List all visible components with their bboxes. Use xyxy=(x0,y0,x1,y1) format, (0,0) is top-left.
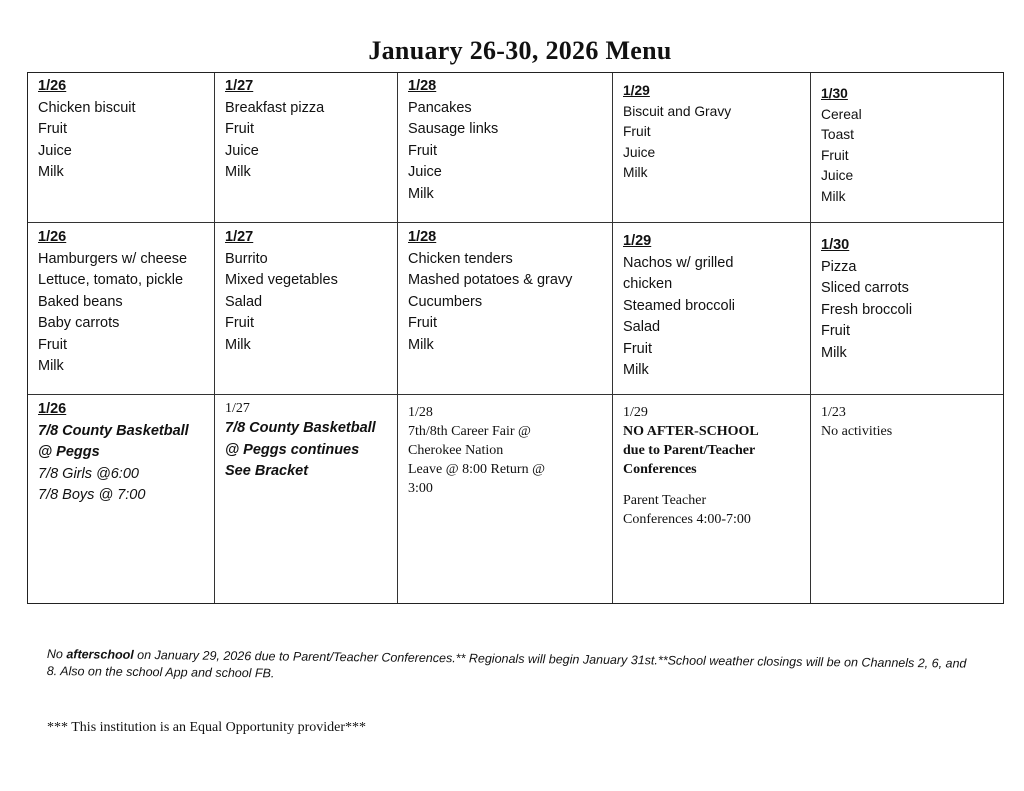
menu-item: Milk xyxy=(225,336,251,353)
page-title: January 26-30, 2026 Menu xyxy=(368,36,672,65)
menu-item: Fresh broccoli xyxy=(821,301,913,318)
lunch-cell-1-30 xyxy=(811,223,1003,395)
menu-item: Fruit xyxy=(821,323,850,339)
menu-item: Salad xyxy=(623,319,661,335)
breakfast-cell-1-27 xyxy=(215,73,398,223)
activity-line: Conferences 4:00-7:00 xyxy=(623,512,751,527)
footer-prefix: No xyxy=(46,646,67,662)
menu-item: Baby carrots xyxy=(38,315,120,331)
menu-item: Chicken tenders xyxy=(408,250,513,267)
activity-line: 7/8 Girls @6:00 xyxy=(38,465,139,482)
activities-cell-1-26 xyxy=(28,395,215,603)
menu-item: Burrito xyxy=(225,250,268,267)
menu-item: Cereal xyxy=(821,106,862,122)
cell-date: 1/26 xyxy=(38,401,67,417)
menu-item: Fruit xyxy=(821,147,849,163)
menu-item: Milk xyxy=(623,165,648,180)
menu-item: Milk xyxy=(821,344,847,361)
menu-item: Baked beans xyxy=(38,293,123,310)
cell-date: 1/28 xyxy=(408,78,437,94)
equal-opportunity-statement: *** This institution is an Equal Opportunity provider*** xyxy=(47,720,366,735)
activity-line: Conferences xyxy=(623,462,697,477)
lunch-cell-1-26 xyxy=(28,223,215,395)
activity-line: Cherokee Nation xyxy=(408,443,504,458)
menu-item: Sausage links xyxy=(408,121,499,137)
menu-item: Milk xyxy=(225,164,251,180)
activity-line: NO AFTER-SCHOOL xyxy=(623,424,759,439)
menu-item: Juice xyxy=(821,168,854,183)
menu-item: Nachos w/ grilled xyxy=(623,254,734,271)
cell-date: 1/27 xyxy=(225,229,254,245)
breakfast-cell-1-26 xyxy=(28,73,215,223)
menu-item: Biscuit and Gravy xyxy=(623,103,732,119)
breakfast-cell-1-30 xyxy=(811,73,1003,223)
menu-item: Juice xyxy=(408,164,442,180)
menu-item: Hamburgers w/ cheese xyxy=(38,250,188,267)
menu-item: Milk xyxy=(38,358,64,374)
menu-item: Mixed vegetables xyxy=(225,272,338,288)
cell-date: 1/29 xyxy=(623,233,652,249)
menu-item: Pancakes xyxy=(408,99,472,116)
cell-date: 1/28 xyxy=(408,229,437,245)
activity-line: See Bracket xyxy=(225,463,309,479)
menu-item: Milk xyxy=(408,336,434,353)
menu-item: Pizza xyxy=(821,258,857,275)
activity-line: 7/8 County Basketball xyxy=(225,420,376,436)
menu-item: chicken xyxy=(623,276,673,292)
menu-item: Cucumbers xyxy=(408,293,483,310)
menu-item: Breakfast pizza xyxy=(225,99,325,116)
breakfast-cell-1-28 xyxy=(398,73,613,223)
menu-item: Mashed potatoes & gravy xyxy=(408,272,573,288)
activity-line: @ Peggs xyxy=(38,444,100,460)
menu-item: Lettuce, tomato, pickle xyxy=(38,272,184,288)
cell-date: 1/29 xyxy=(623,83,650,98)
activity-line: 3:00 xyxy=(408,481,433,496)
lunch-cell-1-27 xyxy=(215,223,398,395)
activity-line: @ Peggs continues xyxy=(225,441,360,458)
menu-item: Fruit xyxy=(38,121,67,137)
breakfast-cell-1-29 xyxy=(613,73,811,223)
activities-cell-1-30 xyxy=(811,395,1003,603)
spacer xyxy=(623,479,802,491)
menu-item: Fruit xyxy=(225,315,254,331)
menu-grid xyxy=(27,72,1004,604)
menu-item: Sliced carrots xyxy=(821,280,909,296)
menu-item: Milk xyxy=(38,164,64,180)
menu-item: Fruit xyxy=(38,336,67,353)
cell-date: 1/23 xyxy=(821,405,846,420)
menu-item: Fruit xyxy=(408,142,437,159)
cell-date: 1/26 xyxy=(38,78,67,94)
footer-note xyxy=(47,646,977,690)
cell-date: 1/28 xyxy=(408,405,433,420)
cell-date: 1/26 xyxy=(38,229,67,245)
menu-item: Milk xyxy=(821,188,846,204)
footer-text: on January 29, 2026 due to Parent/Teacher Conferences.** Regionals will begin January 31st.**School weather closings will be on Channels 2, 6, and 8. Also on the school App and school FB. xyxy=(46,647,967,681)
activities-cell-1-27 xyxy=(215,395,398,603)
menu-item: Salad xyxy=(225,293,263,310)
menu-item: Juice xyxy=(38,142,72,159)
activity-line: Leave @ 8:00 Return @ xyxy=(408,462,545,477)
footer-bold-word: afterschool xyxy=(66,647,134,662)
menu-item: Juice xyxy=(225,142,259,159)
cell-date: 1/29 xyxy=(623,405,648,420)
menu-item: Milk xyxy=(408,185,434,202)
activity-line: 7/8 County Basketball xyxy=(38,422,189,439)
cell-date: 1/27 xyxy=(225,78,254,94)
menu-item: Juice xyxy=(623,144,656,160)
menu-item: Milk xyxy=(623,362,649,378)
lunch-cell-1-28 xyxy=(398,223,613,395)
activity-line: No activities xyxy=(821,424,893,439)
menu-item: Toast xyxy=(821,127,854,142)
menu-item: Steamed broccoli xyxy=(623,297,736,314)
menu-item: Fruit xyxy=(623,124,651,139)
menu-item: Fruit xyxy=(225,121,254,137)
lunch-cell-1-29 xyxy=(613,223,811,395)
cell-date: 1/30 xyxy=(821,86,848,101)
menu-item: Chicken biscuit xyxy=(38,99,136,116)
cell-date: 1/30 xyxy=(821,237,850,253)
activities-cell-1-28 xyxy=(398,395,613,603)
activity-line: Parent Teacher xyxy=(623,493,707,508)
menu-item: Fruit xyxy=(623,340,652,357)
cell-date: 1/27 xyxy=(225,401,250,416)
activity-line: 7th/8th Career Fair @ xyxy=(408,424,531,439)
activity-line: due to Parent/Teacher xyxy=(623,443,756,458)
activity-line: 7/8 Boys @ 7:00 xyxy=(38,487,146,503)
activities-cell-1-29 xyxy=(613,395,811,603)
menu-item: Fruit xyxy=(408,315,437,331)
